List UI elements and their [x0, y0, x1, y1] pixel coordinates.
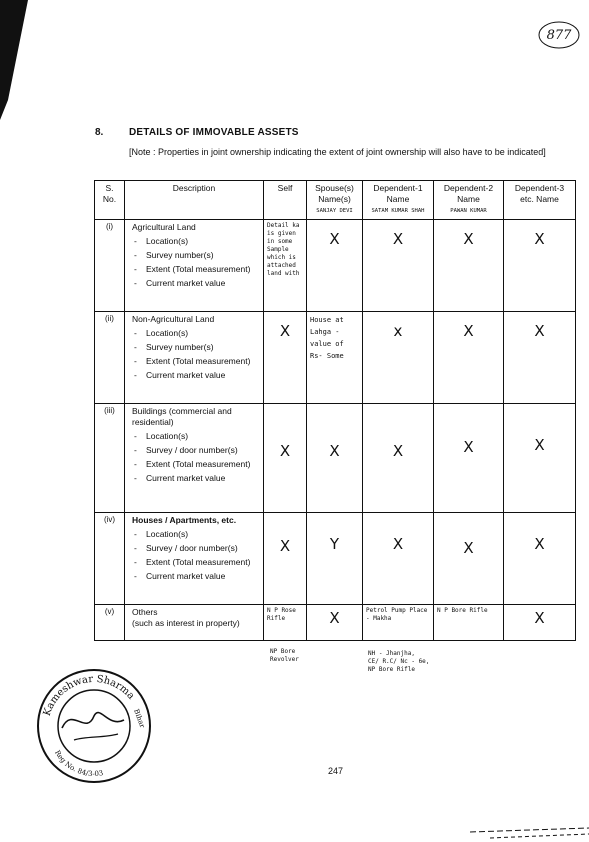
cross-mark: X	[534, 609, 545, 627]
row-item: - Survey number(s)	[128, 342, 260, 352]
section-note: [Note : Properties in joint ownership indicating the extent of joint ownership will also have to be indicated]	[129, 147, 546, 157]
cell-dependent-3	[504, 605, 576, 641]
row-item: - Current market value	[128, 473, 260, 483]
row-title: Non-Agricultural Land	[132, 314, 215, 324]
handwritten-note-self: NP Bore Revolver	[270, 648, 299, 663]
row-sno: (ii)	[95, 312, 125, 404]
row-item: - Survey / door number(s)	[128, 445, 260, 455]
row-item: - Extent (Total measurement)	[128, 356, 260, 366]
cell-dependent-2	[434, 312, 504, 404]
row-item: - Current market value	[128, 278, 260, 288]
row-item-list	[128, 328, 260, 380]
cell-dependent-2	[434, 513, 504, 605]
cell-spouse	[307, 513, 363, 605]
table-header-row	[95, 181, 576, 220]
page-number: 247	[328, 766, 344, 776]
row-item: - Extent (Total measurement)	[128, 557, 260, 567]
cross-mark: X	[534, 322, 545, 340]
cross-mark: X	[534, 230, 545, 248]
cell-spouse	[307, 404, 363, 513]
seal-name: Kameshwar Sharma	[41, 673, 137, 718]
row-item-list	[128, 431, 260, 483]
cell-dependent-2	[434, 605, 504, 641]
row-item: - Current market value	[128, 370, 260, 380]
handwritten-page-number: 877	[546, 27, 572, 43]
cell-self	[264, 220, 307, 312]
table-row	[95, 220, 576, 312]
header-dependent-3: Dependent-3 etc. Name	[504, 181, 576, 220]
row-sno: (iv)	[95, 513, 125, 605]
row-title: Others	[132, 607, 158, 617]
row-item: - Survey / door number(s)	[128, 543, 260, 553]
row-item: - Current market value	[128, 571, 260, 581]
cross-mark: X	[534, 436, 545, 454]
row-description	[125, 513, 264, 605]
cross-mark: X	[329, 230, 340, 248]
seal-state: Bihar	[132, 707, 147, 729]
cross-mark: x	[393, 322, 403, 340]
cell-dependent-2	[434, 220, 504, 312]
section-number: 8.	[95, 127, 104, 138]
row-description	[125, 312, 264, 404]
cell-dependent-3	[504, 312, 576, 404]
row-subtitle: (such as interest in property)	[132, 618, 240, 628]
cross-mark: X	[392, 535, 404, 553]
row-sno: (i)	[95, 220, 125, 312]
cross-mark: X	[329, 442, 340, 460]
row-description	[125, 404, 264, 513]
cross-mark: X	[329, 609, 340, 627]
row-item: - Location(s)	[128, 529, 260, 539]
handwritten-entry: N P Rose Rifle	[267, 607, 296, 622]
cell-dependent-3	[504, 513, 576, 605]
row-item: - Location(s)	[128, 431, 260, 441]
row-item-list	[128, 529, 260, 581]
cell-spouse	[307, 312, 363, 404]
scan-edge-mark	[0, 0, 40, 120]
cell-dependent-3	[504, 220, 576, 312]
row-item: - Survey number(s)	[128, 250, 260, 260]
cross-mark: X	[463, 539, 474, 557]
header-self: Self	[264, 181, 307, 220]
table-row	[95, 312, 576, 404]
cell-spouse	[307, 220, 363, 312]
cross-mark: X	[392, 442, 404, 460]
row-title: Agricultural Land	[132, 222, 196, 232]
table-row	[95, 605, 576, 641]
seal-registration: Reg No. 84/3-03	[52, 748, 104, 779]
row-item: - Location(s)	[128, 328, 260, 338]
cell-spouse	[307, 605, 363, 641]
cross-mark: X	[279, 442, 291, 460]
handwritten-entry: Petrol Pump Place - Makha	[366, 607, 428, 622]
cross-mark: X	[463, 322, 474, 340]
header-dependent-1-label: Dependent-1 Name	[373, 183, 423, 204]
cross-mark: X	[279, 537, 291, 555]
row-title: Houses / Apartments, etc.	[132, 515, 237, 525]
cell-dependent-1	[363, 220, 434, 312]
cell-dependent-2	[434, 404, 504, 513]
cell-dependent-3	[504, 404, 576, 513]
header-sno: S. No.	[95, 181, 125, 220]
table-row	[95, 513, 576, 605]
cross-mark: Y	[329, 535, 340, 553]
header-dependent-1-name: SATAM KUMAR SHAH	[371, 208, 425, 214]
cell-self	[264, 605, 307, 641]
cross-mark: X	[534, 535, 545, 553]
header-spouse-name: SANJAY DEVI	[316, 208, 353, 214]
row-description	[125, 605, 264, 641]
svg-text:Kameshwar Sharma	[42, 674, 137, 718]
cross-mark: X	[463, 230, 474, 248]
cross-mark: X	[392, 230, 404, 248]
handwritten-note-dependent-1: NH - Jhanjha, CE/ R.C/ Nc - 6e, NP Bore Rifle	[368, 650, 430, 673]
header-dependent-1	[363, 181, 434, 220]
svg-text:Reg No. 84/3-03	[53, 749, 104, 778]
header-dependent-2-name: PAWAN KUMAR	[450, 208, 487, 214]
header-dependent-2-label: Dependent-2 Name	[443, 183, 494, 204]
cell-dependent-1	[363, 312, 434, 404]
cell-dependent-1	[363, 404, 434, 513]
cell-self	[264, 312, 307, 404]
table-row	[95, 404, 576, 513]
row-item: - Extent (Total measurement)	[128, 264, 260, 274]
row-item: - Location(s)	[128, 236, 260, 246]
row-sno: (iii)	[95, 404, 125, 513]
row-description	[125, 220, 264, 312]
header-description: Description	[125, 181, 264, 220]
handwritten-entry: Detail ka is given in some Sample which is attached land with	[267, 222, 300, 277]
cell-self	[264, 404, 307, 513]
cell-dependent-1	[363, 605, 434, 641]
cell-dependent-1	[363, 513, 434, 605]
scan-artifact-lines	[470, 824, 589, 842]
row-item-list	[128, 236, 260, 288]
section-title: DETAILS OF IMMOVABLE ASSETS	[129, 127, 299, 138]
cross-mark: X	[463, 438, 474, 456]
header-spouse-label: Spouse(s) Name(s)	[315, 183, 354, 204]
row-title: Buildings (commercial and residential)	[132, 406, 232, 427]
cell-self	[264, 513, 307, 605]
row-item: - Extent (Total measurement)	[128, 459, 260, 469]
official-seal	[34, 666, 154, 786]
immovable-assets-table	[94, 180, 576, 641]
handwritten-page-marker	[536, 18, 582, 52]
handwritten-entry: N P Bore Rifle	[437, 607, 488, 614]
header-spouse	[307, 181, 363, 220]
header-dependent-2	[434, 181, 504, 220]
row-sno: (v)	[95, 605, 125, 641]
cross-mark: X	[279, 322, 291, 340]
handwritten-entry: House at Lahga - value of Rs- Some	[310, 316, 344, 360]
